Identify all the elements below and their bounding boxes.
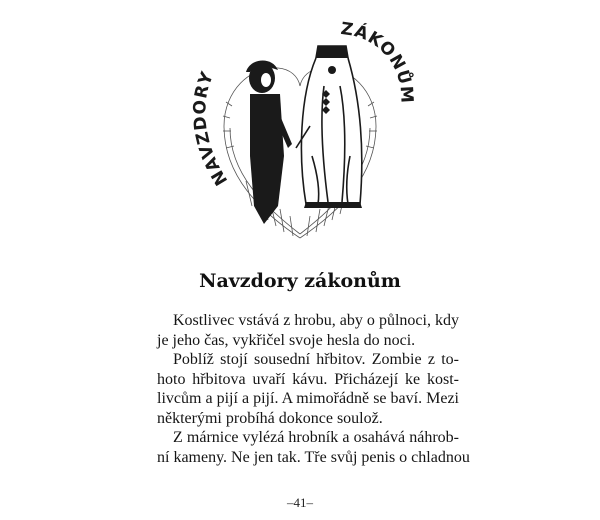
- text-line: je jeho čas, vykřičel svoje hesla do noci.: [157, 331, 416, 349]
- text-line: ní kameny. Ne jen tak. Tře svůj penis o chladnou: [157, 448, 470, 466]
- body-text: [157, 311, 470, 467]
- text-line: některými probíhá dokonce soulož.: [157, 409, 383, 427]
- heart-couple-drawing: [150, 6, 450, 246]
- left-figure-face: [261, 73, 271, 87]
- chapter-title: Navzdory zákonům: [199, 270, 401, 292]
- text-line: livcům a pijí a pijí. A mimořádně se baví. Mezi: [157, 390, 459, 407]
- heart-illustration: [150, 6, 450, 246]
- arc-title-right: ZÁKONŮM: [339, 18, 417, 105]
- text-line: Kostlivec vstává z hrobu, aby o půlnoci, kdy: [173, 312, 459, 329]
- arc-title-left: NAVZDORY: [190, 68, 233, 189]
- text-line: hoto hřbitova uvaří kávu. Přicházejí ke kost-: [157, 370, 459, 388]
- page-number: –41–: [287, 495, 313, 510]
- text-line: Poblíž stojí sousední hřbitov. Zombie z to-: [173, 351, 459, 368]
- text-line: Z márnice vylézá hrobník a osahává náhrob-: [173, 429, 459, 446]
